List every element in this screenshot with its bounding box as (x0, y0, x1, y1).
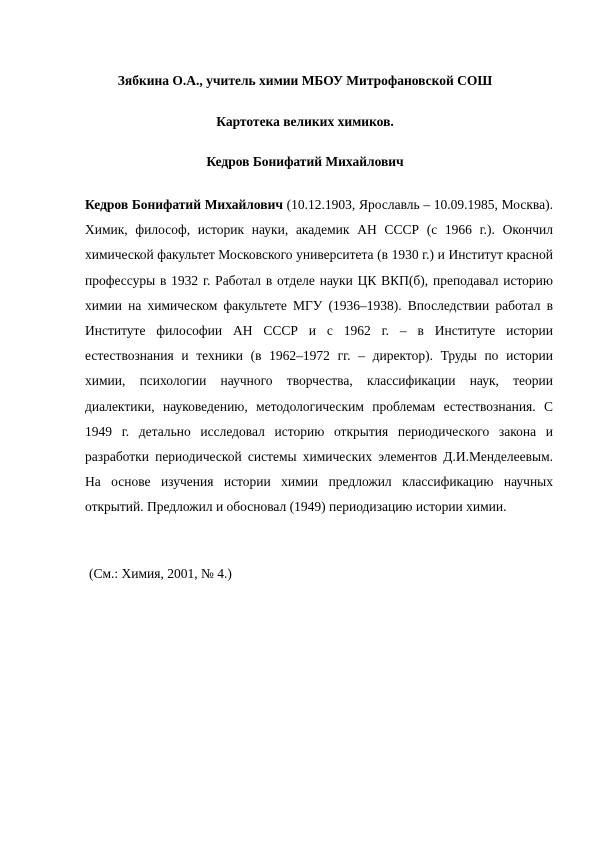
author-line: Зябкина О.А., учитель химии МБОУ Митрофановской СОШ (117, 73, 493, 88)
article-paragraph (85, 192, 553, 520)
collection-title: Картотека великих химиков. (216, 114, 394, 129)
citation: (См.: Химия, 2001, № 4.) (89, 566, 232, 581)
person-title: Кедров Бонифатий Михайлович (206, 154, 404, 169)
article-text: (10.12.1903, Ярославль – 10.09.1985, Москва). Химик, философ, историк науки, академик АН СССР (с 1966 г.). Окончил химической факультет Московского университета (в 1930 г.) и Институт красной профессуры в 1932 г. Работал в отделе науки ЦК ВКП(б), преподавал историю химии на химическом факультете МГУ (1936–1938). Впоследствии работал в Институте философии АН СССР и с 1962 г. – в Институте истории естествознания и техники (в 1962–1972 гг. – директор). Труды по истории химии, психологии научного творчества, классификации наук, теории диалектики, науковедению, методологическим проблемам естествознания. С 1949 г. детально исследовал историю открытия периодического закона и разработки периодической системы химических элементов Д.И.Менделеевым. На основе изучения истории химии предложил классификацию научных открытий. Предложил и обосновал (1949) периодизацию истории химии. (85, 197, 553, 515)
article-name: Кедров Бонифатий Михайлович (85, 197, 283, 212)
